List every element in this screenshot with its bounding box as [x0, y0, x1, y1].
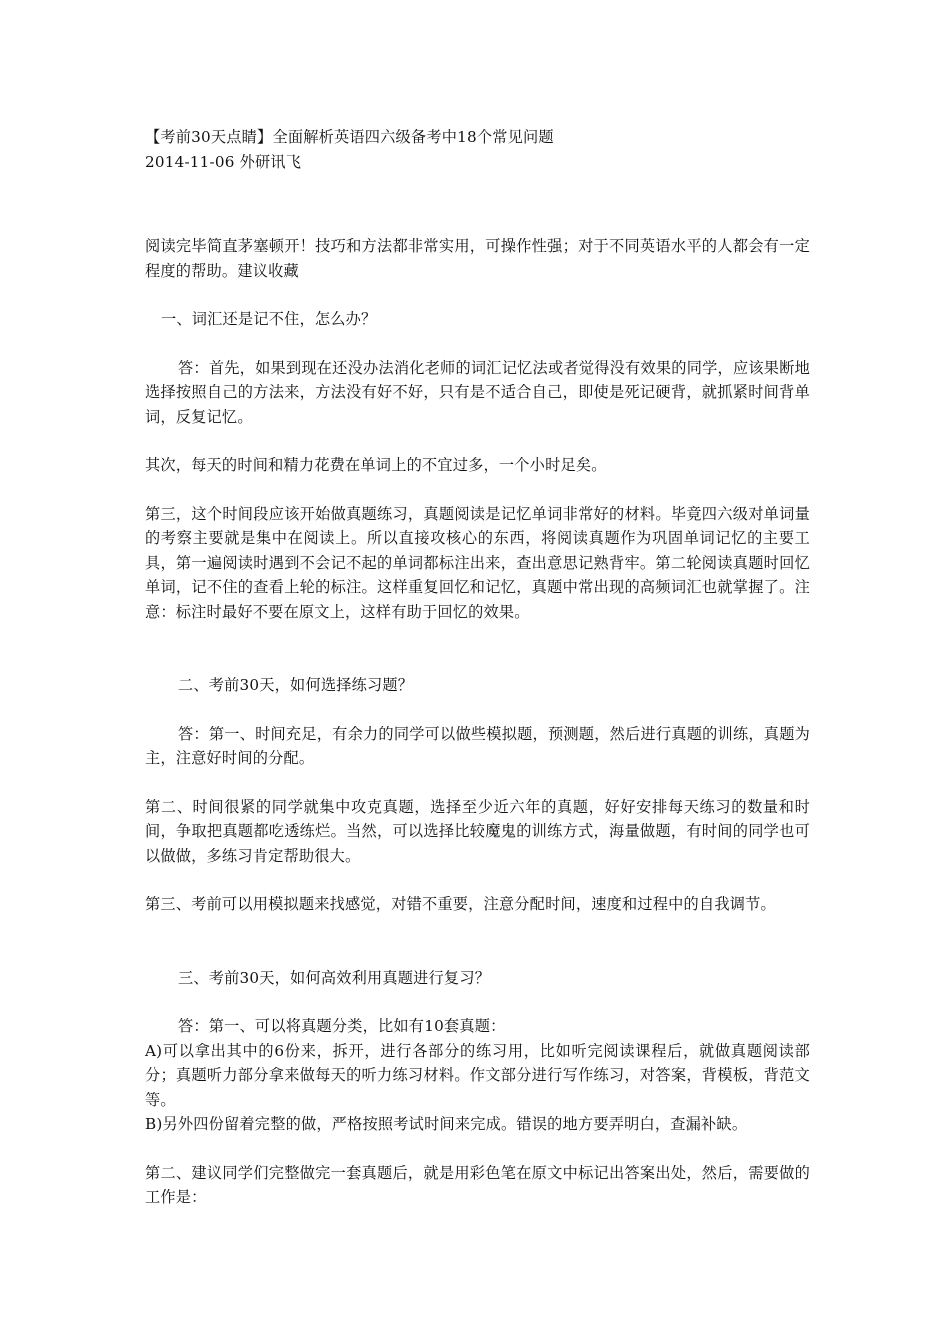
section-1-answer: 答：首先，如果到现在还没办法消化老师的词汇记忆法或者觉得没有效果的同学，应该果断地选择按照自己的方法来，方法没有好不好，只有是不适合自己，即使是死记硬背，就抓紧时间背单词，反复记忆。 [145, 358, 810, 426]
section-3-list-a: A)可以拿出其中的6份来，拆开，进行各部分的练习用，比如听完阅读课程后，就做真题阅读部分；真题听力部分拿来做每天的听力练习材料。作文部分进行写作练习，对答案，背模板，背范文等。 [145, 1041, 810, 1109]
section-2-third: 第三、考前可以用模拟题来找感觉，对错不重要，注意分配时间，速度和过程中的自我调节。 [145, 895, 776, 913]
section-1-second: 其次，每天的时间和精力花费在单词上的不宜过多，一个小时足矣。 [145, 456, 607, 474]
section-2-second: 第二、时间很紧的同学就集中攻克真题，选择至少近六年的真题，好好安排每天练习的数量和时间，争取把真题都吃透练烂。当然，可以选择比较魔鬼的训练方式，海量做题，有时间的同学也可以做做，多练习肯定帮助很大。 [145, 797, 810, 865]
section-3-answer-intro: 答：第一、可以将真题分类，比如有10套真题： [178, 1017, 506, 1035]
section-1-third: 第三，这个时间段应该开始做真题练习，真题阅读是记忆单词非常好的材料。毕竟四六级对单词量的考察主要就是集中在阅读上。所以直接攻核心的东西，将阅读真题作为巩固单词记忆的主要工具，第一遍阅读时遇到不会记不起的单词都标注出来，查出意思记熟背牢。第二轮阅读真题时回忆单词，记不住的查看上轮的标注。这样重复回忆和记忆，真题中常出现的高频词汇也就掌握了。注意：标注时最好不要在原文上，这样有助于回忆的效果。 [145, 504, 810, 621]
section-2-answer: 答：第一、时间充足，有余力的同学可以做些模拟题，预测题，然后进行真题的训练，真题为主，注意好时间的分配。 [145, 724, 810, 767]
document-body [145, 125, 810, 1210]
section-3-heading: 三、考前30天，如何高效利用真题进行复习？ [178, 968, 491, 987]
section-3-closing: 第二、建议同学们完整做完一套真题后，就是用彩色笔在原文中标记出答案出处，然后，需要做的工作是： [145, 1163, 810, 1206]
section-1-heading: 一、词汇还是记不住，怎么办？ [161, 310, 377, 328]
section-2-heading: 二、考前30天，如何选择练习题？ [178, 676, 414, 694]
section-3-list-b: B)另外四份留着完整的做，严格按照考试时间来完成。错误的地方要弄明白，查漏补缺。 [145, 1115, 748, 1133]
article-meta: 2014-11-06 外研讯飞 [145, 152, 302, 171]
intro-paragraph: 阅读完毕简直茅塞顿开！技巧和方法都非常实用，可操作性强；对于不同英语水平的人都会有一定程度的帮助。建议收藏 [145, 237, 810, 280]
article-title: 【考前30天点睛】全面解析英语四六级备考中18个常见问题 [145, 128, 554, 146]
